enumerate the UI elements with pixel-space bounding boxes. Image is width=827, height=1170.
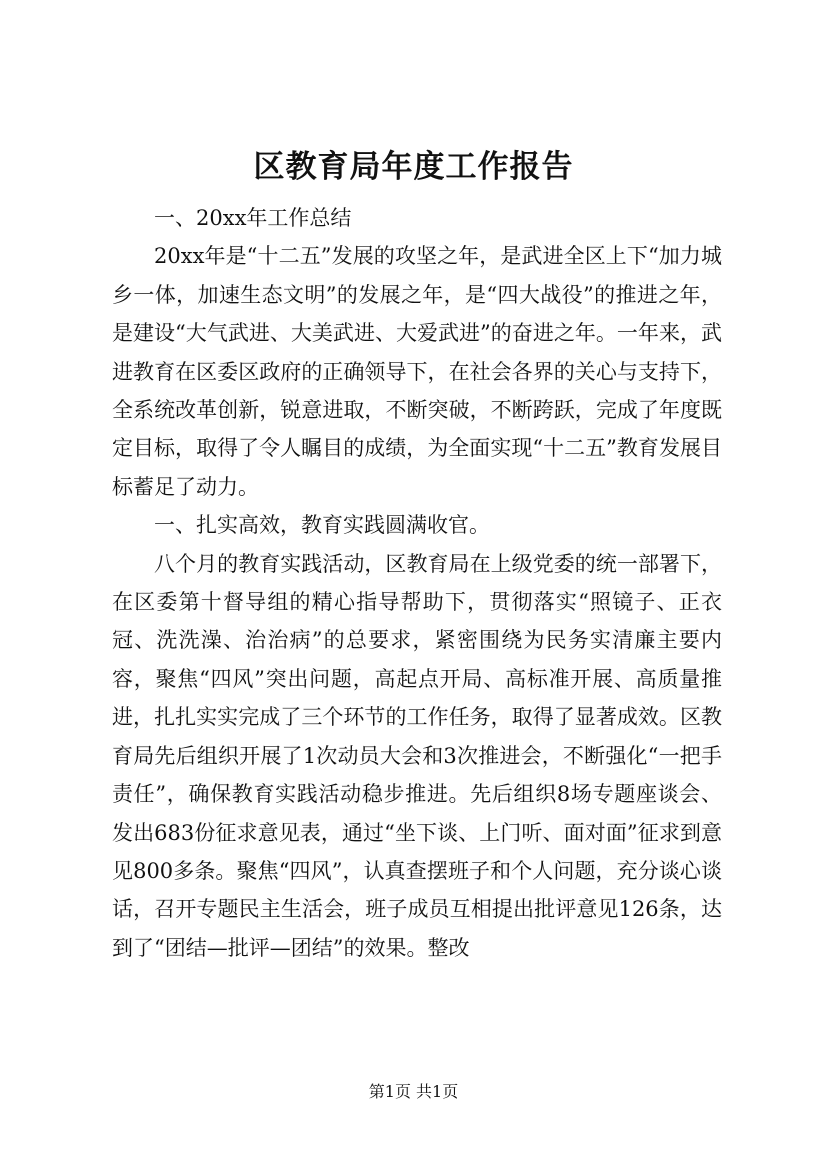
body-paragraph: 八个月的教育实践活动，区教育局在上级党委的统一部署下，在区委第十督导组的精心指导帮助下，贯彻落实“照镜子、正衣冠、洗洗澡、治治病”的总要求，紧密围绕为民务实清廉主要内容，聚焦“四风”突出问题，高起点开局、高标准开展、高质量推进，扎扎实实完成了三个环节的工作任务，取得了显著成效。区教育局先后组织开展了1次动员大会和3次推进会，不断强化“一把手责任”，确保教育实践活动稳步推进。先后组织8场专题座谈会、发出683份征求意见表，通过“坐下谈、上门听、面对面”征求到意见800多条。聚焦“四风”，认真查摆班子和个人问题，充分谈心谈话，召开专题民主生活会，班子成员互相提出批评意见126条，达到了“团结—批评—团结”的效果。整改 bbox=[112, 551, 722, 960]
document-body bbox=[112, 199, 722, 967]
body-paragraph: 20xx年是“十二五”发展的攻坚之年，是武进全区上下“加力城乡一体，加速生态文明”的发展之年，是“四大战役”的推进之年，是建设“大气武进、大美武进、大爱武进”的奋进之年。一年来，武进教育在区委区政府的正确领导下，在社会各界的关心与支持下，全系统改革创新，锐意进取，不断突破，不断跨跃，完成了年度既定目标，取得了令人瞩目的成绩，为全面实现“十二五”教育发展目标蓄足了动力。 bbox=[112, 244, 722, 499]
section-heading: 一、扎实高效，教育实践圆满收官。 bbox=[154, 513, 490, 538]
section-heading: 一、20xx年工作总结 bbox=[154, 206, 352, 230]
document-title: 区教育局年度工作报告 bbox=[253, 149, 574, 185]
page-footer: 第1页 共1页 bbox=[368, 1082, 459, 1101]
